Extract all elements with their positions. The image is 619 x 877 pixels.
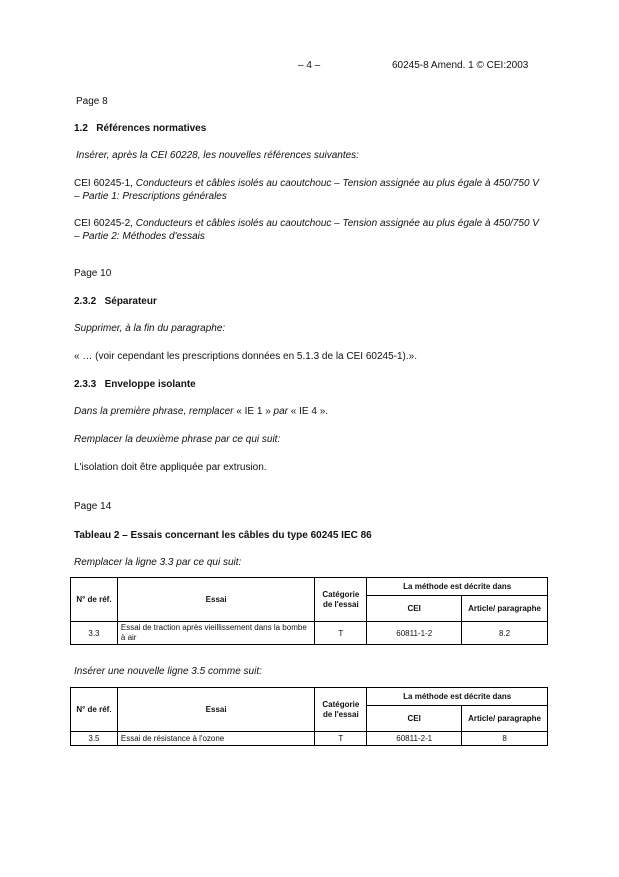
page-14-label: Page 14 [74, 501, 112, 512]
section-title: Références normatives [96, 123, 207, 134]
header-category: Catégorie de l'essai [315, 688, 367, 732]
cell-ref: 3.5 [71, 732, 118, 746]
table-row [71, 622, 548, 645]
reference-code: CEI 60245-2, [74, 218, 136, 229]
header-ref: N° de réf. [71, 578, 118, 622]
section-number: 1.2 [74, 123, 88, 134]
page-8-label: Page 8 [76, 96, 108, 107]
table-title: Tableau 2 – Essais concernant les câbles du type 60245 IEC 86 [74, 530, 372, 541]
cell-cei: 60811-1-2 [367, 622, 462, 645]
section-1-2-heading [74, 122, 546, 135]
reference-code: CEI 60245-1, [74, 178, 136, 189]
reference-title: Conducteurs et câbles isolés au caoutchouc – Tension assignée au plus égale à 450/750 V – Partie 1: Prescriptions générales [74, 178, 539, 202]
instruction-replace-sentence: Remplacer la deuxième phrase par ce qui suit: [74, 434, 281, 445]
reference-60245-2 [74, 217, 546, 243]
section-title: Séparateur [104, 296, 157, 307]
page-10-label: Page 10 [74, 268, 112, 279]
cell-ref: 3.3 [71, 622, 118, 645]
instruction-text: par [270, 406, 291, 417]
cell-category: T [315, 622, 367, 645]
instruction-replace-row-3-3: Remplacer la ligne 3.3 par ce qui suit: [74, 557, 242, 568]
deleted-text: « … (voir cependant les prescriptions données en 5.1.3 de la CEI 60245-1).». [74, 351, 417, 362]
instruction-replace-ie [74, 405, 546, 418]
header-test: Essai [117, 688, 314, 732]
table-row-3-5 [70, 687, 548, 746]
new-value: « IE 4 ». [290, 406, 329, 417]
section-number: 2.3.2 [74, 296, 97, 307]
cell-test: Essai de traction après vieillissement dans la bombe à air [117, 622, 314, 645]
section-number: 2.3.3 [74, 379, 97, 390]
page-number: – 4 – [298, 60, 321, 71]
header-article: Article/ paragraphe [462, 596, 548, 622]
header-test: Essai [117, 578, 314, 622]
old-value: « IE 1 » [236, 406, 271, 417]
cell-cei: 60811-2-1 [367, 732, 462, 746]
cell-article: 8.2 [462, 622, 548, 645]
header-article: Article/ paragraphe [462, 706, 548, 732]
header-method: La méthode est décrite dans [367, 578, 548, 596]
section-2-3-2-heading [74, 295, 546, 308]
table-row [71, 732, 548, 746]
header-ref: N° de réf. [71, 688, 118, 732]
cell-article: 8 [462, 732, 548, 746]
header-method: La méthode est décrite dans [367, 688, 548, 706]
instruction-text: Dans la première phrase, remplacer [74, 406, 237, 417]
section-title: Enveloppe isolante [104, 379, 196, 390]
reference-title: Conducteurs et câbles isolés au caoutchouc – Tension assignée au plus égale à 450/750 V – Partie 2: Méthodes d'essais [74, 218, 539, 242]
header-cei: CEI [367, 706, 462, 732]
table-row-3-3 [70, 577, 548, 645]
cell-category: T [315, 732, 367, 746]
instruction-insert-row-3-5: Insérer une nouvelle ligne 3.5 comme suit: [74, 666, 262, 677]
cell-test: Essai de résistance à l'ozone [117, 732, 314, 746]
header-category: Catégorie de l'essai [315, 578, 367, 622]
document-reference: 60245-8 Amend. 1 © CEI:2003 [392, 60, 529, 71]
instruction-delete: Supprimer, à la fin du paragraphe: [74, 323, 226, 334]
replacement-sentence: L'isolation doit être appliquée par extrusion. [74, 462, 267, 473]
section-2-3-3-heading [74, 378, 546, 391]
instruction-insert-references: Insérer, après la CEI 60228, les nouvelles références suivantes: [76, 150, 359, 161]
reference-60245-1 [74, 177, 546, 203]
header-cei: CEI [367, 596, 462, 622]
